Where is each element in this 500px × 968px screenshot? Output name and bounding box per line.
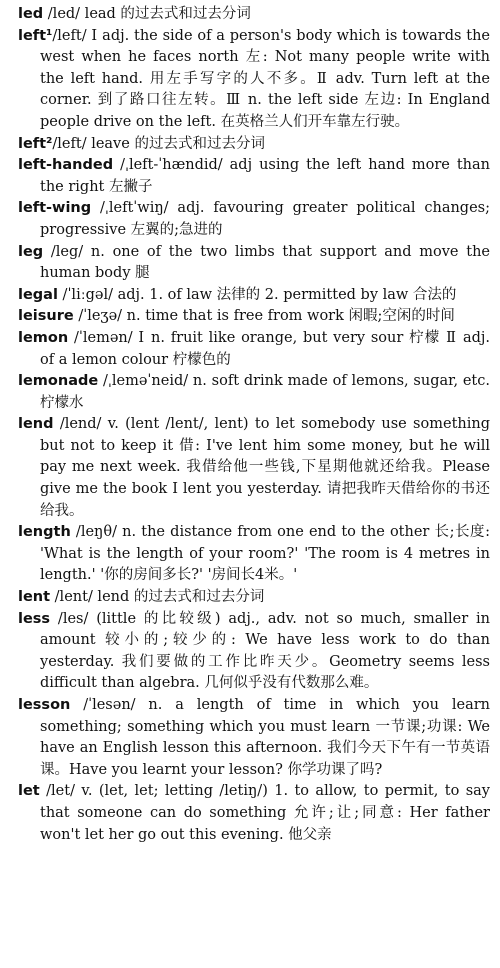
entry-let: [18, 781, 490, 846]
entry-body: /left/ leave 的过去式和过去分词: [52, 135, 265, 152]
headword: less: [18, 610, 51, 627]
entry-lend: [18, 414, 490, 522]
headword: left-wing: [18, 200, 92, 217]
headword: lend: [18, 416, 54, 433]
entry-body: /ˌleft-ˈhændid/ adj using the left hand more than the right 左撇子: [40, 157, 490, 195]
entry-body: /leg/ n. one of the two limbs that support and move the human body 腿: [40, 243, 490, 282]
headword: leg: [18, 243, 44, 260]
headword: length: [18, 524, 71, 541]
entry-body: /les/ (little 的比较级) adj., adv. not so much, smaller in amount 较小的;较少的: We have less work to do than yesterday. 我们要做的工作比昨天少。Geometry seems less difficult than algebra. 几何似乎没有代数那么难。: [40, 610, 490, 692]
entry-body: /ˌleməˈneid/ n. soft drink made of lemons, sugar, etc. 柠檬水: [40, 373, 490, 411]
entry-body: /ˈlemən/ Ⅰ n. fruit like orange, but very sour 柠檬 Ⅱ adj. of a lemon colour 柠檬色的: [40, 329, 490, 368]
entry-left-2: [18, 134, 490, 156]
entry-left-handed: [18, 155, 490, 198]
entry-less: [18, 609, 490, 695]
entry-body: /lent/ lend 的过去式和过去分词: [50, 589, 265, 606]
headword: left²: [18, 135, 53, 152]
entry-body: /ˈliːgəl/ adj. 1. of law 法律的 2. permitted by law 合法的: [57, 286, 457, 303]
entry-left-wing: [18, 198, 490, 241]
entry-leg: [18, 242, 490, 285]
headword: lent: [18, 589, 51, 606]
entry-body: /leŋθ/ n. the distance from one end to the other 长;长度: 'What is the length of your room?' 'The room is 4 metres in length.' '你的房间多长?' '房间长4米。': [40, 524, 490, 584]
headword: lemonade: [18, 373, 99, 390]
headword: lemon: [18, 329, 69, 346]
entry-lemonade: [18, 371, 490, 414]
entry-left-1: [18, 26, 490, 134]
entry-body: /ˌleftˈwiŋ/ adj. favouring greater political changes; progressive 左翼的;急进的: [40, 200, 490, 238]
headword: left-handed: [18, 157, 114, 174]
headword: left¹: [18, 27, 53, 44]
entry-body: /led/ lead 的过去式和过去分词: [43, 6, 251, 22]
entry-body: /left/ Ⅰ adj. the side of a person's body which is towards the west when he faces north 左: Not many people write with the left hand. 用左手写字的人不多。Ⅱ adv. Turn left at the corner. 到了路口往左转。Ⅲ n. the left side 左边: In England people drive on the left. 在英格兰人们开车靠左行驶。: [40, 27, 490, 130]
entry-length: [18, 522, 490, 587]
entry-body: /ˈlesən/ n. a length of time in which you learn something; something which you must learn 一节课;功课: We have an English lesson this afternoon. 我们今天下午有一节英语课。Have you learnt your lesson? 你学功课了吗?: [40, 697, 490, 778]
entry-legal: [18, 285, 490, 307]
headword: led: [18, 6, 44, 22]
entry-lesson: [18, 695, 490, 781]
entry-lemon: [18, 328, 490, 371]
entry-lent: [18, 587, 490, 609]
entry-body: /ˈleʒə/ n. time that is free from work 闲暇;空闲的时间: [73, 308, 455, 325]
entry-leisure: [18, 306, 490, 328]
headword: let: [18, 783, 40, 800]
headword: legal: [18, 286, 58, 303]
entry-led: [18, 4, 490, 26]
headword: lesson: [18, 697, 71, 713]
headword: leisure: [18, 308, 74, 325]
entry-body: /lend/ v. (lent /lent/, lent) to let somebody use something but not to keep it 借: I've lent him some money, but he will pay me next week. 我借给他一些钱,下星期他就还给我。Please give me the book I lent you yesterday. 请把我昨天借给你的书还给我。: [40, 416, 490, 519]
entry-body: /let/ v. (let, let; letting /letiŋ/) 1. to allow, to permit, to say that someone can do something 允许;让;同意: Her father won't let her go out this evening. 他父亲: [39, 783, 490, 843]
